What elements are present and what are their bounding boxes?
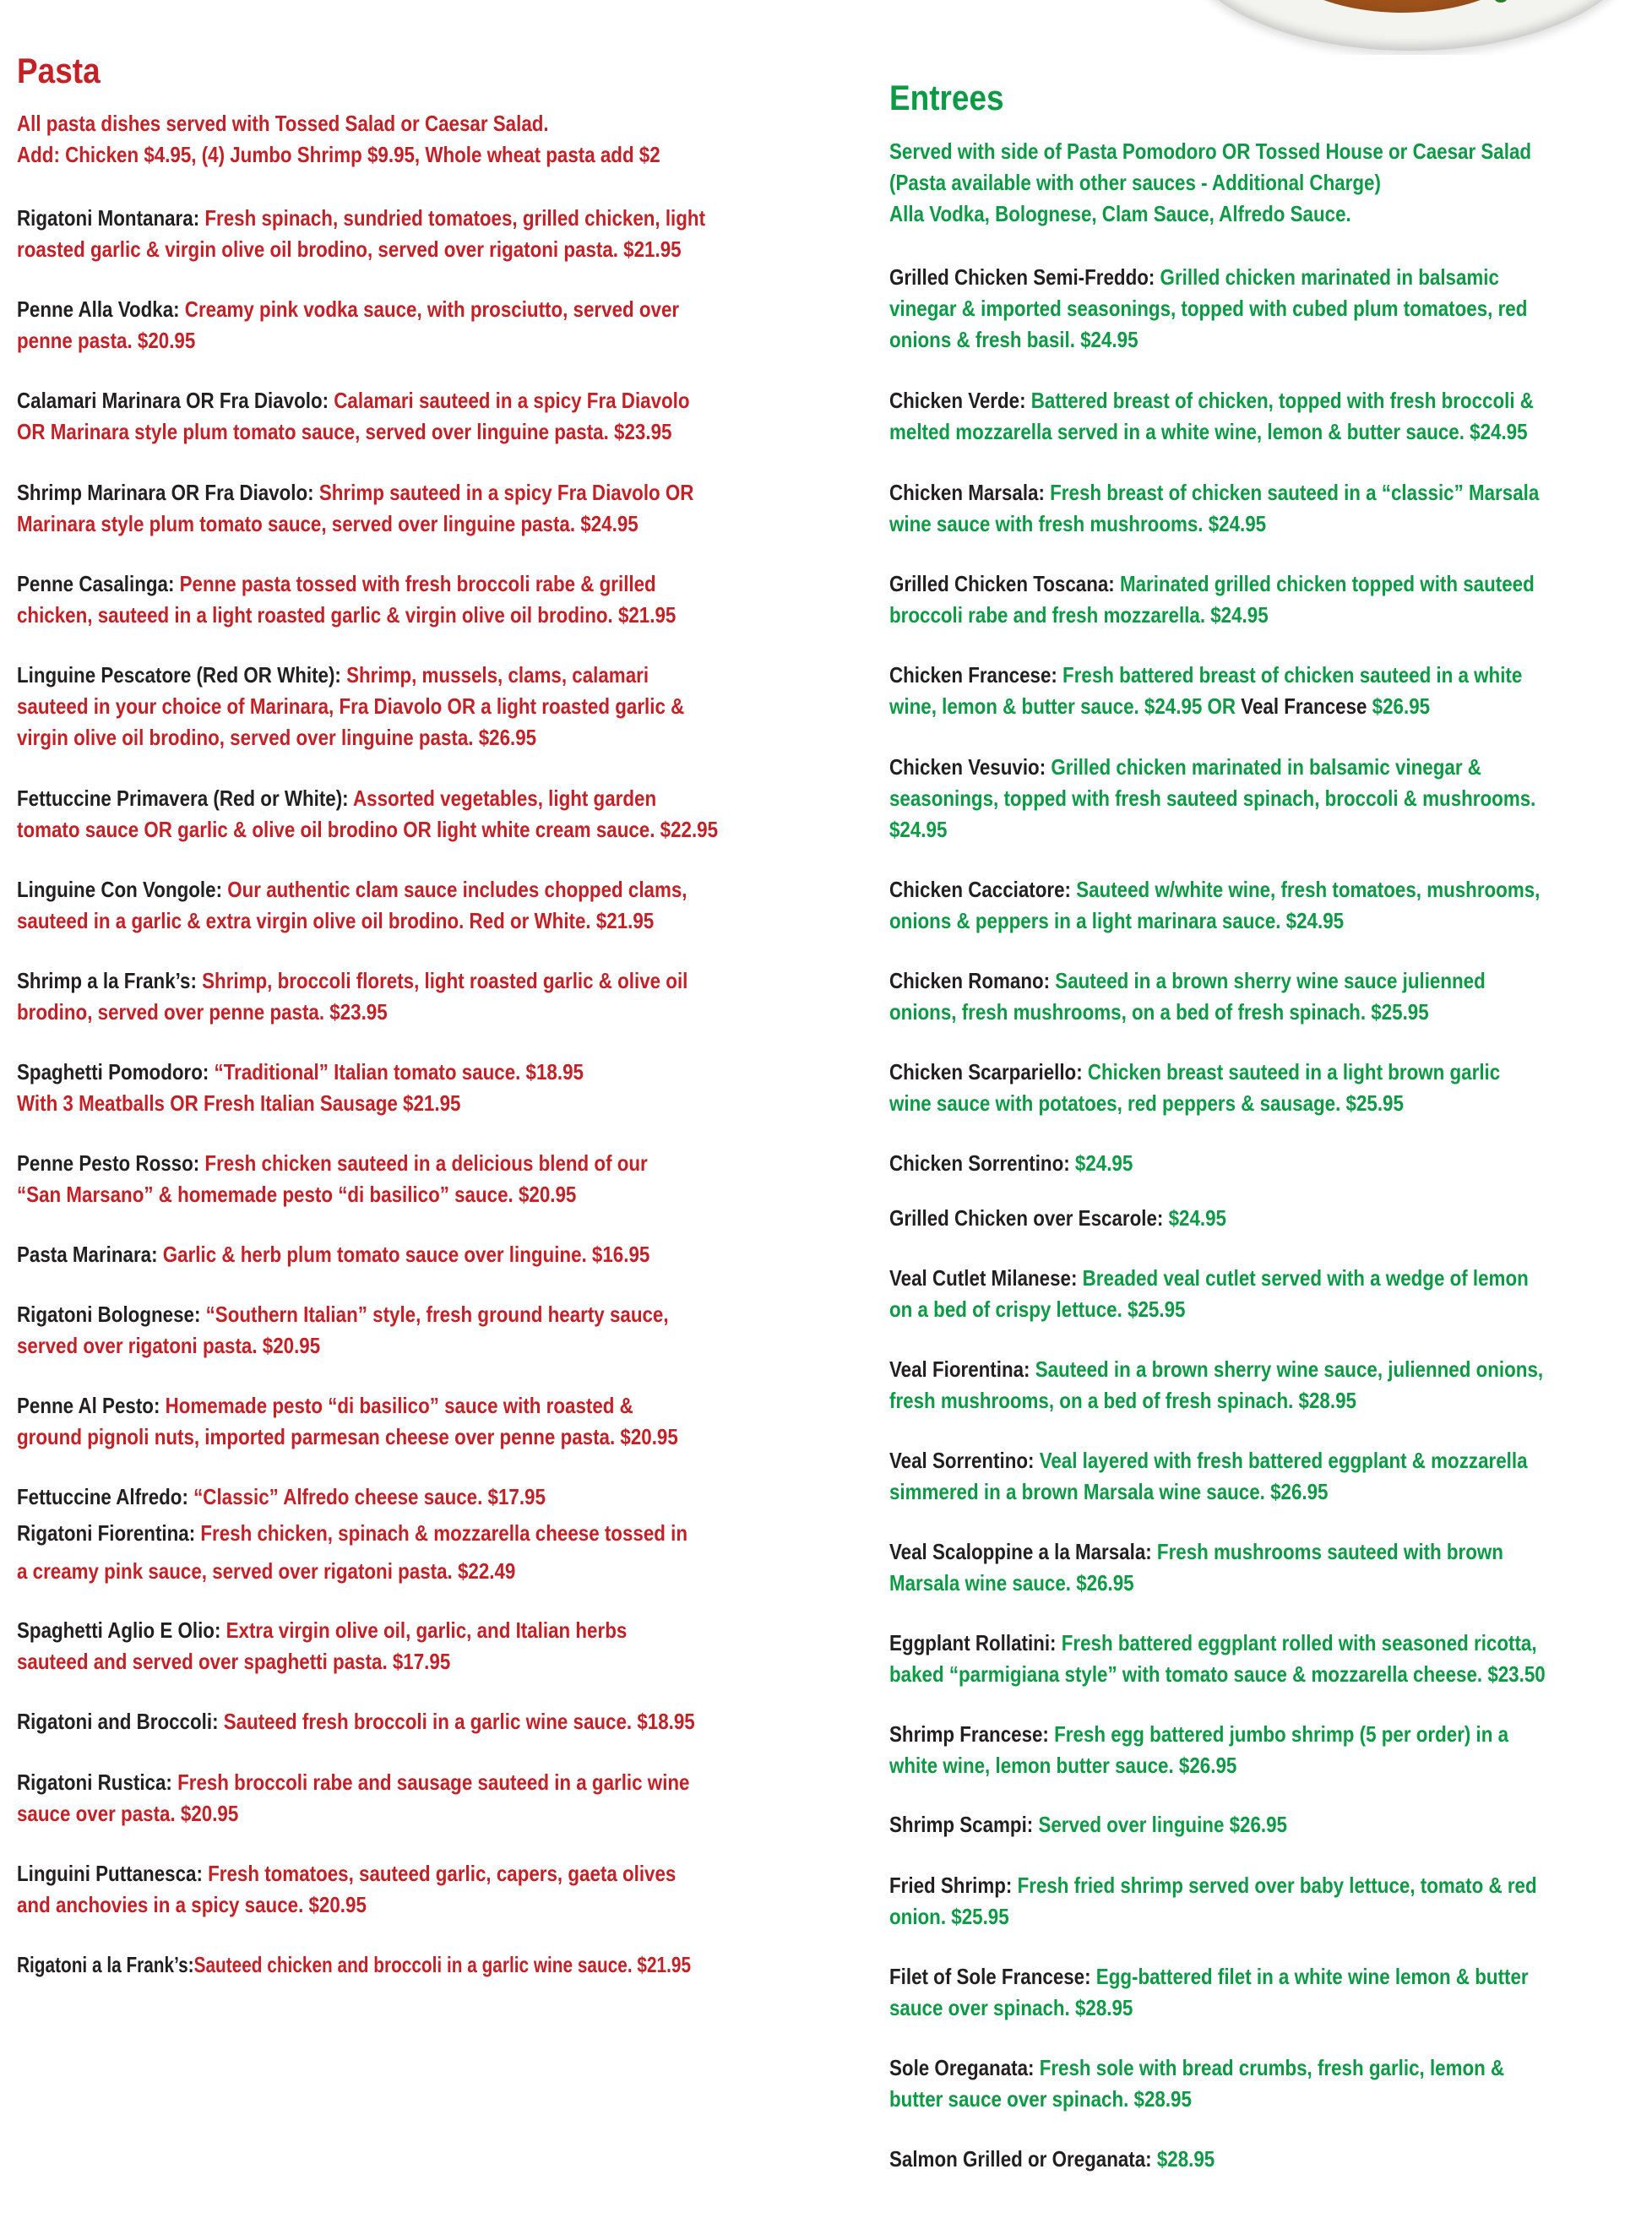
item-name: Shrimp a la Frank’s: — [17, 968, 197, 993]
item-description: Garlic & herb plum tomato sauce over linguine. $16.95 — [157, 1242, 650, 1267]
item-description: Our authentic clam sauce includes chopped clams, — [222, 877, 687, 902]
item-name: Fettuccine Primavera (Red or White): — [17, 786, 349, 811]
item-description: Creamy pink vodka sauce, with prosciutto, served over — [179, 296, 680, 322]
item-name: Grilled Chicken over Escarole: — [889, 1205, 1164, 1231]
item-description: tomato sauce OR garlic & olive oil brodino OR light white cream sauce. $22.95 — [17, 817, 719, 842]
item-description: With 3 Meatballs OR Fresh Italian Sausage $21.95 — [17, 1090, 461, 1116]
item-description: white wine, lemon butter sauce. $26.95 — [889, 1753, 1237, 1778]
menu-item — [17, 1949, 691, 1981]
pasta-section-title: Pasta — [17, 51, 101, 90]
item-price: $26.95 — [1367, 693, 1431, 719]
menu-item — [17, 1148, 648, 1210]
item-description: Sauteed in a brown sherry wine sauce, julienned onions, — [1030, 1356, 1544, 1382]
item-description: Chicken breast sauteed in a light brown garlic — [1082, 1059, 1501, 1085]
item-description: onions & fresh basil. $24.95 — [889, 327, 1138, 352]
item-description: onions, fresh mushrooms, on a bed of fresh spinach. $25.95 — [889, 999, 1429, 1025]
item-description: Fresh mushrooms sauteed with brown — [1151, 1539, 1503, 1564]
item-description: Extra virgin olive oil, garlic, and Italian herbs — [220, 1617, 628, 1643]
item-description: wine sauce with potatoes, red peppers & sausage. $25.95 — [889, 1090, 1404, 1116]
entrees-intro-line: Served with side of Pasta Pomodoro OR Tossed House or Caesar Salad — [889, 139, 1532, 164]
food-plate-image — [1174, 0, 1647, 55]
item-name: Veal Sorrentino: — [889, 1448, 1035, 1473]
item-description: chicken, sauteed in a light roasted garlic & virgin olive oil brodino. $21.95 — [17, 602, 677, 628]
item-name: Veal Cutlet Milanese: — [889, 1265, 1078, 1291]
item-description: Fresh fried shrimp served over baby lettuce, tomato & red — [1012, 1873, 1537, 1898]
item-name: Penne Alla Vodka: — [17, 296, 180, 322]
item-description: Marsala wine sauce. $26.95 — [889, 1570, 1134, 1596]
item-description: seasonings, topped with fresh sauteed spinach, broccoli & mushrooms. — [889, 786, 1536, 811]
pasta-intro-line: Add: Chicken $4.95, (4) Jumbo Shrimp $9.95, Whole wheat pasta add $2 — [17, 142, 660, 167]
item-description: Calamari sauteed in a spicy Fra Diavolo — [329, 388, 690, 413]
item-description: Sauteed chicken and broccoli in a garlic wine sauce. $21.95 — [193, 1952, 692, 1977]
menu-item — [889, 1809, 1287, 1840]
item-name: Rigatoni Montanara: — [17, 205, 200, 231]
item-description: baked “parmigiana style” with tomato sauce & mozzarella cheese. $23.50 — [889, 1661, 1546, 1687]
item-name: Chicken Verde: — [889, 388, 1026, 413]
item-description: sauteed in your choice of Marinara, Fra Diavolo OR a light roasted garlic & — [17, 693, 685, 719]
menu-item — [17, 1481, 546, 1513]
menu-item — [889, 752, 1535, 845]
pasta-intro — [17, 108, 660, 171]
item-name: Linguine Con Vongole: — [17, 877, 223, 902]
menu-item — [889, 1263, 1529, 1325]
menu-item — [17, 1706, 695, 1737]
entrees-intro-line: Alla Vodka, Bolognese, Clam Sauce, Alfredo Sauce. — [889, 201, 1351, 226]
item-description: onion. $25.95 — [889, 1904, 1009, 1929]
entrees-intro-line: (Pasta available with other sauces - Additional Charge) — [889, 170, 1381, 195]
menu-item — [889, 660, 1522, 722]
item-description: a creamy pink sauce, served over rigatoni pasta. $22.49 — [17, 1558, 516, 1584]
item-name: Penne Casalinga: — [17, 571, 175, 596]
menu-item — [17, 783, 718, 845]
item-name: Salmon Grilled or Oreganata: — [889, 2146, 1152, 2172]
item-description: Grilled chicken marinated in balsamic vinegar & — [1046, 754, 1481, 780]
menu-item — [889, 477, 1539, 540]
item-description: virgin olive oil brodino, served over linguine pasta. $26.95 — [17, 725, 537, 750]
item-name: Grilled Chicken Toscana: — [889, 571, 1115, 596]
item-name: Rigatoni Bolognese: — [17, 1302, 201, 1327]
menu-item — [889, 1961, 1529, 2024]
item-name: Rigatoni and Broccoli: — [17, 1709, 219, 1734]
item-description: ground pignoli nuts, imported parmesan cheese over penne pasta. $20.95 — [17, 1424, 678, 1449]
item-description: melted mozzarella served in a white wine, lemon & butter sauce. $24.95 — [889, 419, 1528, 444]
item-description: served over rigatoni pasta. $20.95 — [17, 1333, 321, 1358]
item-name: Linguini Puttanesca: — [17, 1861, 203, 1886]
item-description: sauteed in a garlic & extra virgin olive oil brodino. Red or White. $21.95 — [17, 908, 655, 933]
item-name-alt: Veal Francese — [1241, 693, 1367, 719]
menu-item — [17, 1615, 627, 1677]
item-name: Chicken Francese: — [889, 662, 1057, 688]
item-description: Fresh chicken, spinach & mozzarella cheese tossed in — [195, 1520, 687, 1546]
item-name: Chicken Romano: — [889, 968, 1051, 993]
menu-item — [17, 1057, 584, 1119]
item-name: Shrimp Marinara OR Fra Diavolo: — [17, 480, 314, 505]
item-description: Shrimp, mussels, clams, calamari — [340, 662, 649, 688]
menu-item — [889, 2052, 1504, 2115]
menu-item — [17, 1390, 678, 1453]
menu-item — [17, 385, 690, 448]
item-description: Fresh battered eggplant rolled with seasoned ricotta, — [1056, 1630, 1537, 1655]
item-name: Veal Fiorentina: — [889, 1356, 1030, 1382]
item-description: on a bed of crispy lettuce. $25.95 — [889, 1297, 1186, 1322]
item-description: $24.95 — [889, 817, 948, 842]
menu-item — [889, 568, 1535, 631]
item-description: Shrimp sauteed in a spicy Fra Diavolo OR — [313, 480, 694, 505]
menu-item — [17, 1299, 669, 1362]
menu-item — [17, 1518, 687, 1587]
menu-item — [889, 262, 1527, 356]
menu-item — [889, 965, 1486, 1028]
item-description: $24.95 — [1163, 1205, 1226, 1231]
item-description: Battered breast of chicken, topped with fresh broccoli & — [1025, 388, 1534, 413]
menu-item — [889, 874, 1540, 937]
item-description: Fresh sole with bread crumbs, fresh garlic, lemon & — [1034, 2055, 1505, 2080]
item-description: $28.95 — [1151, 2146, 1215, 2172]
item-description: Fresh spinach, sundried tomatoes, grilled chicken, light — [199, 205, 706, 231]
item-name: Shrimp Scampi: — [889, 1812, 1034, 1837]
item-description: Fresh battered breast of chicken sauteed in a white — [1057, 662, 1523, 688]
item-name: Rigatoni Fiorentina: — [17, 1520, 196, 1546]
item-name: Chicken Vesuvio: — [889, 754, 1046, 780]
item-description: wine sauce with fresh mushrooms. $24.95 — [889, 511, 1267, 536]
item-name: Grilled Chicken Semi-Freddo: — [889, 264, 1155, 290]
item-description: broccoli rabe and fresh mozzarella. $24.95 — [889, 602, 1269, 628]
item-description: onions & peppers in a light marinara sauce. $24.95 — [889, 908, 1345, 933]
item-description: Fresh breast of chicken sauteed in a “classic” Marsala — [1044, 480, 1540, 505]
item-description: Assorted vegetables, light garden — [348, 786, 657, 811]
item-description: simmered in a brown Marsala wine sauce. $26.95 — [889, 1479, 1329, 1504]
item-description: Served over linguine $26.95 — [1033, 1812, 1287, 1837]
pasta-intro-line: All pasta dishes served with Tossed Salad or Caesar Salad. — [17, 111, 549, 136]
item-name: Penne Pesto Rosso: — [17, 1150, 200, 1176]
item-description: wine, lemon & butter sauce. $24.95 OR — [889, 693, 1242, 719]
item-description: Fresh chicken sauteed in a delicious blend of our — [199, 1150, 648, 1176]
item-description: sauce over pasta. $20.95 — [17, 1801, 239, 1826]
menu-item — [17, 568, 676, 631]
entrees-section-title: Entrees — [889, 78, 1004, 117]
item-description: Fresh egg battered jumbo shrimp (5 per order) in a — [1048, 1721, 1509, 1747]
item-name: Chicken Cacciatore: — [889, 877, 1071, 902]
item-name: Chicken Sorrentino: — [889, 1150, 1070, 1176]
item-description: $24.95 — [1069, 1150, 1133, 1176]
item-name: Fettuccine Alfredo: — [17, 1484, 188, 1509]
item-description: “Southern Italian” style, fresh ground hearty sauce, — [200, 1302, 669, 1327]
item-name: Sole Oreganata: — [889, 2055, 1035, 2080]
menu-item — [889, 1870, 1537, 1933]
item-name: Rigatoni Rustica: — [17, 1770, 172, 1795]
menu-item — [17, 1767, 689, 1829]
item-name: Penne Al Pesto: — [17, 1393, 160, 1418]
item-name: Spaghetti Aglio E Olio: — [17, 1617, 221, 1643]
item-description: Fresh broccoli rabe and sausage sauteed in a garlic wine — [171, 1770, 690, 1795]
item-name: Calamari Marinara OR Fra Diavolo: — [17, 388, 329, 413]
item-description: sauteed and served over spaghetti pasta. $17.95 — [17, 1649, 451, 1674]
item-description: roasted garlic & virgin olive oil brodino, served over rigatoni pasta. $21.95 — [17, 236, 682, 262]
menu-item — [17, 874, 687, 937]
menu-item — [889, 1445, 1528, 1508]
menu-item — [17, 1239, 649, 1270]
menu-item — [889, 1719, 1508, 1781]
item-name: Spaghetti Pomodoro: — [17, 1059, 209, 1085]
item-description: sauce over spinach. $28.95 — [889, 1995, 1133, 2020]
menu-item — [889, 2144, 1215, 2175]
item-description: brodino, served over penne pasta. $23.95 — [17, 999, 388, 1025]
item-description: penne pasta. $20.95 — [17, 328, 196, 353]
menu-item — [889, 1057, 1500, 1119]
menu-item — [17, 1858, 676, 1921]
item-description: Penne pasta tossed with fresh broccoli rabe & grilled — [174, 571, 656, 596]
item-name: Fried Shrimp: — [889, 1873, 1013, 1898]
item-description: Marinated grilled chicken topped with sauteed — [1114, 571, 1535, 596]
menu-item — [889, 1536, 1503, 1599]
item-description: Marinara style plum tomato sauce, served over linguine pasta. $24.95 — [17, 511, 639, 536]
menu-item — [889, 1628, 1546, 1690]
item-description: and anchovies in a spicy sauce. $20.95 — [17, 1892, 367, 1917]
menu-item — [17, 965, 687, 1028]
menu-item — [17, 660, 684, 753]
item-description: Homemade pesto “di basilico” sauce with roasted & — [160, 1393, 633, 1418]
item-description: Sauteed in a brown sherry wine sauce julienned — [1050, 968, 1486, 993]
item-name: Shrimp Francese: — [889, 1721, 1049, 1747]
item-description: Sauteed fresh broccoli in a garlic wine sauce. $18.95 — [218, 1709, 695, 1734]
menu-item — [17, 294, 679, 356]
menu-item — [889, 1203, 1226, 1234]
item-description: Grilled chicken marinated in balsamic — [1155, 264, 1499, 290]
item-name: Rigatoni a la Frank’s: — [17, 1952, 194, 1977]
menu-item — [17, 203, 705, 265]
menu-item — [17, 477, 693, 540]
menu-item — [889, 1354, 1543, 1416]
item-description: Veal layered with fresh battered eggplant & mozzarella — [1034, 1448, 1528, 1473]
item-name: Filet of Sole Francese: — [889, 1964, 1091, 1989]
item-description: Fresh tomatoes, sauteed garlic, capers, gaeta olives — [202, 1861, 677, 1886]
item-name: Chicken Scarpariello: — [889, 1059, 1083, 1085]
item-description: “Traditional” Italian tomato sauce. $18.95 — [209, 1059, 584, 1085]
item-name: Chicken Marsala: — [889, 480, 1045, 505]
entrees-intro — [889, 136, 1531, 230]
item-description: Breaded veal cutlet served with a wedge of lemon — [1077, 1265, 1529, 1291]
item-description: butter sauce over spinach. $28.95 — [889, 2086, 1192, 2112]
item-description: “San Marsano” & homemade pesto “di basilico” sauce. $20.95 — [17, 1182, 577, 1207]
item-description: vinegar & imported seasonings, topped with cubed plum tomatoes, red — [889, 296, 1528, 321]
item-description: Sauteed w/white wine, fresh tomatoes, mushrooms, — [1070, 877, 1541, 902]
menu-item — [889, 1148, 1133, 1179]
item-name: Pasta Marinara: — [17, 1242, 158, 1267]
menu-item — [889, 385, 1534, 448]
item-name: Linguine Pescatore (Red OR White): — [17, 662, 341, 688]
item-name: Veal Scaloppine a la Marsala: — [889, 1539, 1152, 1564]
item-name: Eggplant Rollatini: — [889, 1630, 1057, 1655]
item-description: Egg-battered filet in a white wine lemon & butter — [1090, 1964, 1529, 1989]
item-description: fresh mushrooms, on a bed of fresh spinach. $28.95 — [889, 1388, 1356, 1413]
item-description: Shrimp, broccoli florets, light roasted garlic & olive oil — [196, 968, 688, 993]
item-description: OR Marinara style plum tomato sauce, served over linguine pasta. $23.95 — [17, 419, 672, 444]
item-description: “Classic” Alfredo cheese sauce. $17.95 — [187, 1484, 546, 1509]
